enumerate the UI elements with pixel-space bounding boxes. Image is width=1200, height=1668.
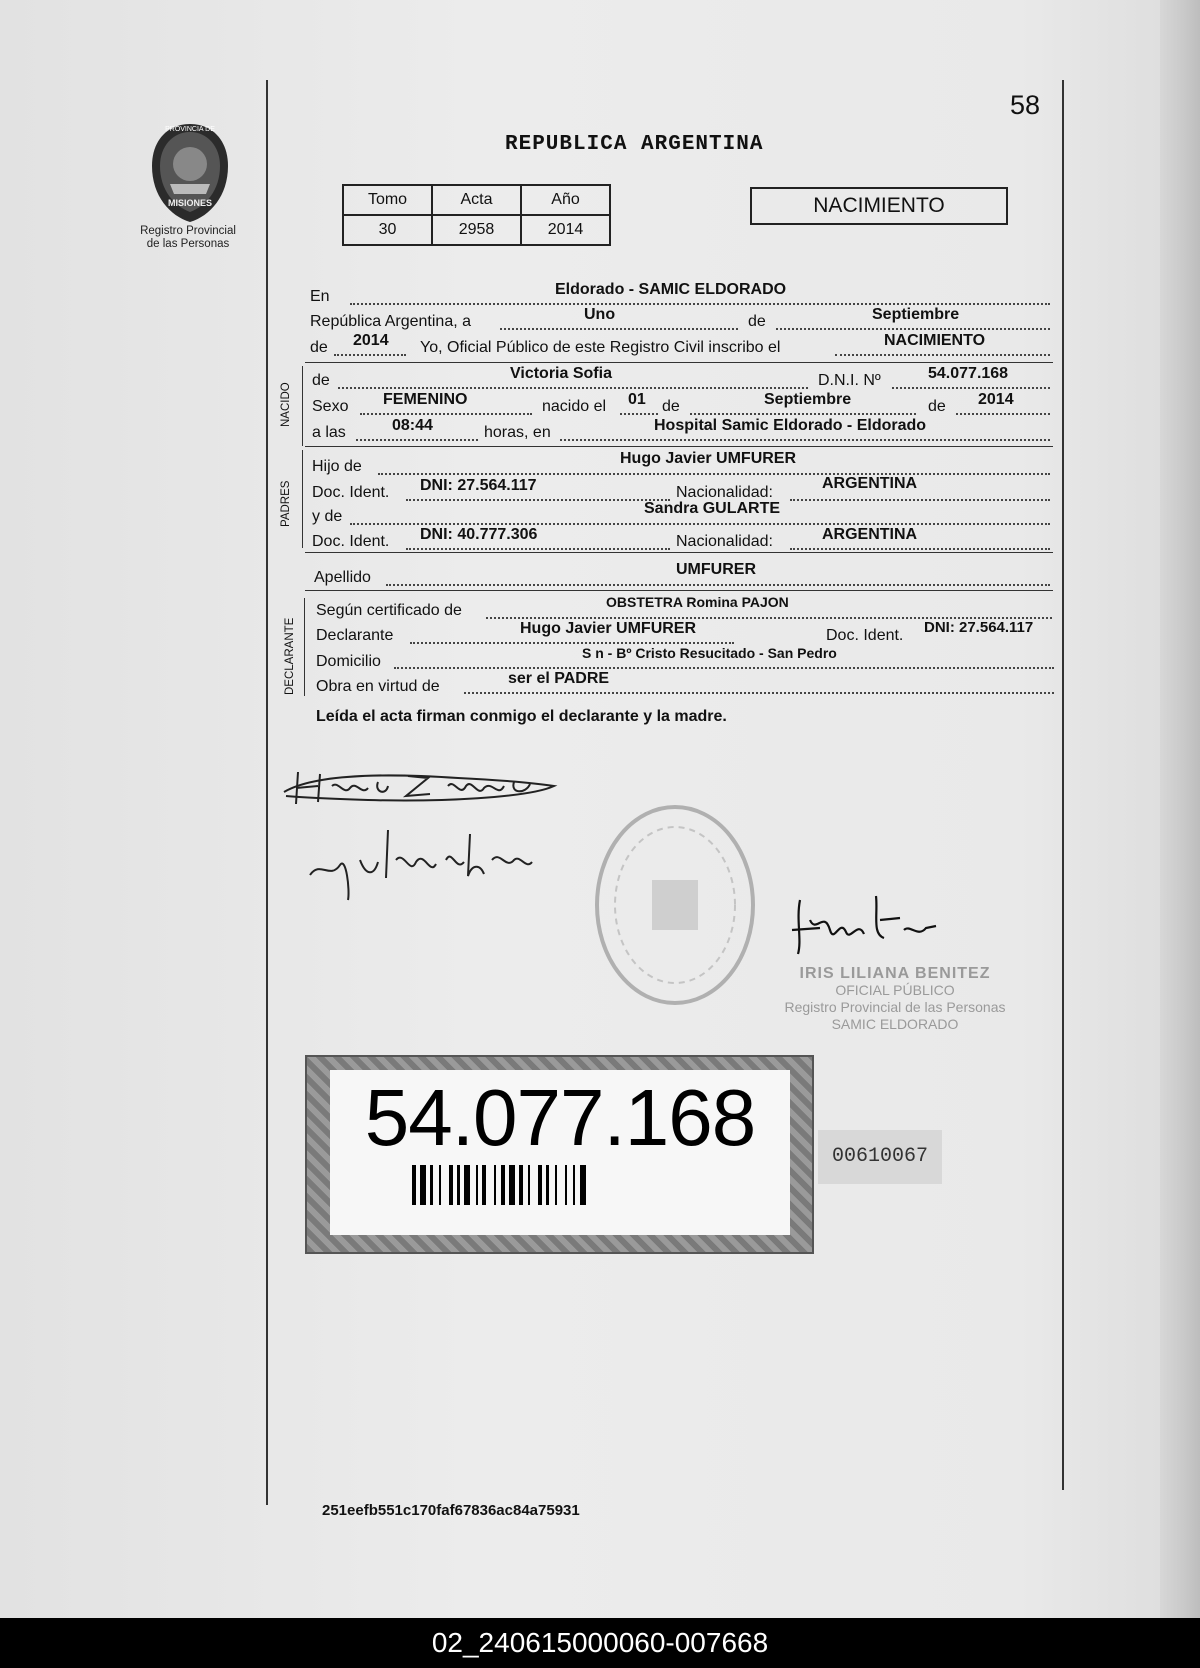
barcode-bar xyxy=(494,1165,496,1205)
barcode-bar xyxy=(457,1165,460,1205)
label-nac-father: Nacionalidad: xyxy=(676,484,773,501)
separator xyxy=(305,590,1053,591)
father-name-value: Hugo Javier UMFURER xyxy=(620,450,797,467)
label-a-las: a las xyxy=(312,424,346,441)
label-republica: República Argentina, a xyxy=(310,313,471,330)
barcode-bar xyxy=(528,1165,530,1205)
serial-number: 00610067 xyxy=(831,1145,928,1168)
birth-place-value: Hospital Samic Eldorado - Eldorado xyxy=(654,417,927,434)
dots xyxy=(338,387,808,389)
barcode-bar xyxy=(449,1165,453,1205)
month-value: Septiembre xyxy=(872,306,960,323)
barcode-number: 54.077.168 xyxy=(364,1073,756,1162)
record-table xyxy=(342,184,611,246)
separator xyxy=(305,552,1053,553)
dots xyxy=(386,584,1050,586)
emblem-bottom-text: MISIONES xyxy=(167,198,213,208)
barcode-bar xyxy=(476,1165,478,1205)
birth-month-value: Septiembre xyxy=(764,391,852,408)
birth-time-value: 08:44 xyxy=(392,417,433,434)
barcode-bar xyxy=(430,1165,433,1205)
header-acta: Acta xyxy=(432,185,521,215)
value-anio: 2014 xyxy=(521,215,610,245)
dots xyxy=(394,667,1054,669)
child-name-value: Victoria Sofia xyxy=(510,365,612,382)
official-signer-stamp xyxy=(780,965,1010,1033)
official-signature xyxy=(780,890,940,960)
dots xyxy=(378,473,1050,475)
dots xyxy=(350,523,1050,525)
certificate-value: OBSTETRA Romina PAJON xyxy=(606,594,789,610)
barcode-bar xyxy=(519,1165,523,1205)
label-doc-mother: Doc. Ident. xyxy=(312,533,390,550)
label-nac-mother: Nacionalidad: xyxy=(676,533,773,550)
section-label-declarante: DECLARANTE xyxy=(284,617,296,695)
signer-office: Registro Provincial de las Personas xyxy=(784,999,1006,1015)
surname-value: UMFURER xyxy=(676,561,756,578)
place-value: Eldorado - SAMIC ELDORADO xyxy=(555,281,787,298)
dots xyxy=(334,354,406,356)
dots xyxy=(620,413,658,415)
barcode-bar xyxy=(420,1165,426,1205)
left-margin-line xyxy=(266,80,268,1505)
registry-line-2: de las Personas xyxy=(146,238,230,250)
label-de: de xyxy=(748,313,766,330)
dots xyxy=(410,642,734,644)
father-doc-value: DNI: 27.564.117 xyxy=(420,477,537,494)
header-anio: Año xyxy=(521,185,610,215)
dots xyxy=(776,328,1050,330)
label-de-year: de xyxy=(310,339,328,356)
label-doc-declarant: Doc. Ident. xyxy=(826,627,904,644)
dots xyxy=(835,354,1050,356)
declarant-signature xyxy=(278,752,568,812)
section-bracket xyxy=(304,598,305,696)
barcode-bar xyxy=(580,1165,586,1205)
page-number: 58 xyxy=(1010,90,1041,120)
dots xyxy=(892,387,1050,389)
label-apellido: Apellido xyxy=(314,569,371,586)
section-label-nacido: NACIDO xyxy=(280,382,292,427)
barcode-bar xyxy=(464,1165,470,1205)
birth-day-value: 01 xyxy=(628,391,646,408)
signer-title: OFICIAL PÚBLICO xyxy=(835,982,955,998)
registry-line-1: Registro Provincial xyxy=(140,225,236,237)
dots xyxy=(560,439,1050,441)
registered-value: NACIMIENTO xyxy=(884,332,986,349)
misiones-emblem-icon xyxy=(140,118,240,228)
label-declarante: Declarante xyxy=(316,627,394,644)
mother-nationality-value: ARGENTINA xyxy=(822,526,918,543)
dots xyxy=(500,328,738,330)
closing-statement: Leída el acta firman conmigo el declarante y la madre. xyxy=(316,708,727,725)
label-obra: Obra en virtud de xyxy=(316,678,440,695)
dots xyxy=(790,548,1050,550)
barcode-bar xyxy=(565,1165,567,1205)
barcode-bar xyxy=(501,1165,505,1205)
label-sexo: Sexo xyxy=(312,398,349,415)
dots xyxy=(406,499,670,501)
scan-id-footer: 02_240615000060-007668 xyxy=(0,1618,1200,1668)
right-margin-line xyxy=(1062,80,1064,1490)
registry-label xyxy=(118,225,258,251)
sex-value: FEMENINO xyxy=(383,391,468,408)
mother-signature xyxy=(300,820,540,910)
document-hash: 251eefb551c170faf67836ac84a75931 xyxy=(322,1502,580,1519)
barcode-bar xyxy=(412,1165,416,1205)
record-table-header xyxy=(343,185,610,215)
label-nacido-el: nacido el xyxy=(542,398,607,415)
label-y-de: y de xyxy=(312,508,343,525)
dots xyxy=(360,413,532,415)
mother-doc-value: DNI: 40.777.306 xyxy=(420,526,538,543)
barcode-bar xyxy=(538,1165,542,1205)
dots xyxy=(956,413,1050,415)
barcode-bar xyxy=(509,1165,515,1205)
header-tomo: Tomo xyxy=(343,185,432,215)
reason-value: ser el PADRE xyxy=(508,670,610,687)
address-value: S n - Bº Cristo Resucitado - San Pedro xyxy=(582,645,837,661)
official-seal-icon xyxy=(590,800,760,1010)
child-dni-value: 54.077.168 xyxy=(928,365,1009,382)
father-nationality-value: ARGENTINA xyxy=(822,475,918,492)
declarant-name-value: Hugo Javier UMFURER xyxy=(520,620,697,637)
officer-text: Yo, Oficial Público de este Registro Civil inscribo el xyxy=(420,339,781,356)
year-value: 2014 xyxy=(353,332,389,349)
value-tomo: 30 xyxy=(343,215,432,245)
signer-name: IRIS LILIANA BENITEZ xyxy=(799,965,991,982)
label-en: En xyxy=(310,288,330,305)
record-type-box: NACIMIENTO xyxy=(750,187,1008,225)
section-bracket xyxy=(302,450,303,548)
label-horas: horas, en xyxy=(484,424,551,441)
page-edge xyxy=(1160,0,1200,1618)
day-word-value: Uno xyxy=(584,306,616,323)
separator xyxy=(305,362,1053,363)
barcode-bar xyxy=(439,1165,441,1205)
section-bracket xyxy=(302,366,303,446)
section-label-padres: PADRES xyxy=(280,480,292,527)
barcode-bar xyxy=(573,1165,575,1205)
barcode-bar xyxy=(546,1165,549,1205)
mother-name-value: Sandra GULARTE xyxy=(644,500,781,517)
label-de-name: de xyxy=(312,372,330,389)
label-de-month: de xyxy=(662,398,680,415)
barcode-icon xyxy=(412,1165,722,1205)
birth-year-value: 2014 xyxy=(978,391,1014,408)
declarant-doc-value: DNI: 27.564.117 xyxy=(924,619,1034,636)
dots xyxy=(406,548,670,550)
label-domicilio: Domicilio xyxy=(316,653,381,670)
country-title: REPUBLICA ARGENTINA xyxy=(505,133,764,156)
label-de-birth-year: de xyxy=(928,398,946,415)
emblem-top-text: PROVINCIA DE xyxy=(165,126,215,133)
dots xyxy=(690,413,916,415)
label-dni: D.N.I. Nº xyxy=(818,372,881,389)
label-doc-father: Doc. Ident. xyxy=(312,484,390,501)
dots xyxy=(464,692,1054,694)
dots xyxy=(790,499,1050,501)
label-hijo-de: Hijo de xyxy=(312,458,362,475)
label-segun-certificado: Según certificado de xyxy=(316,602,462,619)
value-acta: 2958 xyxy=(432,215,521,245)
dots xyxy=(356,439,478,441)
separator xyxy=(305,446,1053,447)
record-table-values xyxy=(343,215,610,245)
signer-branch: SAMIC ELDORADO xyxy=(831,1016,959,1032)
barcode-bar xyxy=(555,1165,557,1205)
dots xyxy=(350,303,1050,305)
barcode-bar xyxy=(482,1165,486,1205)
